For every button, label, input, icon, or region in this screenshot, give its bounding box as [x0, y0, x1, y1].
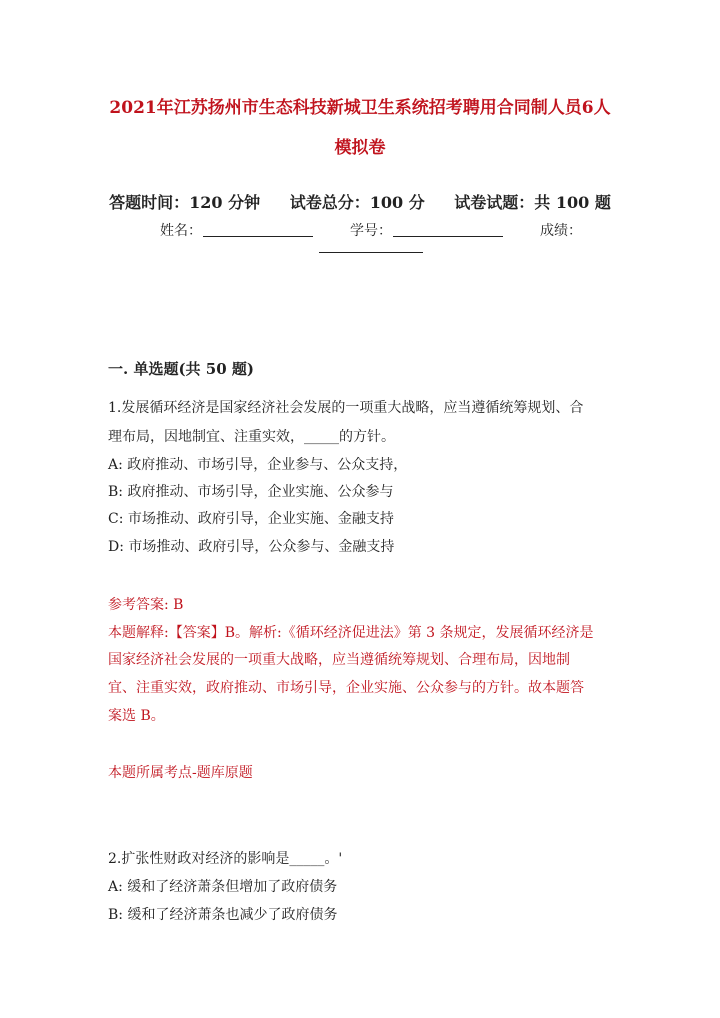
question-1-option-a: A: 政府推动、市场引导，企业参与、公众支持， [108, 457, 408, 473]
question-1-explanation-line1: 本题解释:【答案】B。解析:《循环经济促进法》第 3 条规定，发展循环经济是 [108, 625, 594, 641]
exam-meta [0, 190, 720, 213]
exam-title-line1: 2021年江苏扬州市生态科技新城卫生系统招考聘用合同制人员6人 [109, 98, 611, 118]
student-id-blank [393, 236, 503, 237]
section-title: 一. 单选题(共 50 题) [108, 360, 254, 378]
question-1-option-c: C: 市场推动、政府引导，企业实施、金融支持 [108, 511, 394, 527]
question-1-stem-line1: 1.发展循环经济是国家经济社会发展的一项重大战略，应当遵循统筹规划、合 [108, 400, 584, 416]
question-1-knowledge-point: 本题所属考点-题库原题 [108, 765, 253, 781]
score-blank [319, 252, 423, 253]
exam-title-line2: 模拟卷 [334, 138, 386, 158]
student-id-label: 学号： [350, 223, 392, 239]
name-blank [203, 236, 313, 237]
question-2-option-a: A: 缓和了经济萧条但增加了政府债务 [108, 879, 338, 895]
total-questions: 试卷试题：共 100 题 [454, 193, 611, 212]
question-1-explanation-line2: 国家经济社会发展的一项重大战略，应当遵循统筹规划、合理布局，因地制 [108, 652, 570, 668]
question-1-stem-line2: 理布局，因地制宜、注重实效，_____的方针。 [108, 429, 395, 445]
question-1-answer: 参考答案: B [108, 597, 184, 613]
score-label: 成绩： [540, 223, 582, 239]
question-2-option-b: B: 缓和了经济萧条也减少了政府债务 [108, 907, 338, 923]
question-1-option-d: D: 市场推动、政府引导，公众参与、金融支持 [108, 539, 395, 555]
name-label: 姓名： [160, 223, 202, 239]
total-score: 试卷总分：100 分 [289, 193, 425, 212]
question-1-option-b: B: 政府推动、市场引导，企业实施、公众参与 [108, 484, 394, 500]
question-1-explanation-line3: 宜、注重实效，政府推动、市场引导，企业实施、公众参与的方针。故本题答 [108, 680, 584, 696]
question-2-stem-line1: 2.扩张性财政对经济的影响是_____。' [108, 851, 343, 867]
exam-time: 答题时间：120 分钟 [109, 193, 261, 212]
question-1-explanation-line4: 案选 B。 [108, 708, 165, 724]
